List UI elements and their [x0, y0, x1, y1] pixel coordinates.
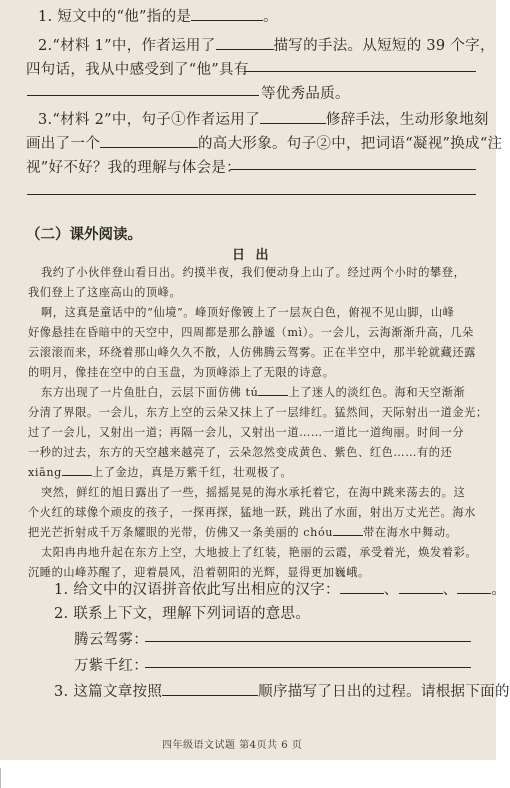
question-2-line-2: [26, 58, 249, 79]
answer-line[interactable]: [145, 641, 471, 642]
passage-line: 沉睡的山峰苏醒了，迎着晨风，沿着朝阳的光辉，显得更加巍峨。: [28, 566, 370, 579]
pinyin-blank[interactable]: [333, 524, 363, 536]
question-3-text-line3: 视”好不好？我的理解与体会是：: [26, 160, 241, 176]
question-3-text-cont: 修辞手法，生动形象地刻: [325, 112, 489, 128]
question-b1-text: 1. 给文中的汉语拼音依此写出相应的汉字：: [54, 582, 340, 598]
answer-blank[interactable]: [260, 109, 326, 124]
pinyin-blank[interactable]: [62, 464, 92, 476]
question-b2: 2. 联系上下文，理解下列词语的意思。: [54, 606, 311, 622]
passage-line: 云滚滚而来，环绕着那山峰久久不散，人仿佛腾云驾雾。正在半空中，那半轮就藏还露: [28, 346, 476, 359]
passage-line: 啊，这真是童话中的“仙境”。峰顶好像镀上了一层灰白色，俯视不见山脚，山峰: [41, 306, 455, 319]
question-3-line-3: [26, 156, 241, 177]
question-2: [38, 34, 495, 55]
answer-blank[interactable]: [191, 6, 263, 21]
section-heading: （二）课外阅读。: [26, 226, 142, 243]
passage-line: 突然，鲜红的旭日露出了一些，摇摇晃晃的海水承托着它，在海中跳来荡去的。这: [41, 486, 466, 499]
separator: 、: [442, 582, 458, 598]
question-b3-text: 3. 这篇文章按照: [54, 684, 163, 700]
passage-title: 日 出: [232, 248, 272, 263]
term-1-label: 腾云驾雾：: [74, 632, 148, 648]
passage-line: [28, 524, 457, 540]
passage-line: 我约了小伙伴登山看日出。约摸半夜，我们便动身上山了。经过两个小时的攀登，: [41, 266, 466, 279]
answer-blank[interactable]: [340, 579, 384, 594]
question-2-line-3: [261, 82, 350, 103]
question-3-text-line2: 画出了一个: [26, 136, 100, 152]
passage-line: 好像悬挂在昏暗中的天空中，四周都是那么静谧（mì）。一会儿，云海渐渐升高，几朵: [28, 326, 474, 339]
passage-line: 分清了界限。一会儿，东方上空的云朵又抹上了一层绯红。猛然间，天际射出一道金光；: [28, 406, 488, 419]
question-2-text-line2: 四句话，我从中感受到了“他”具有: [26, 62, 249, 78]
passage-line: 我们登上了这座高山的顶峰。: [28, 286, 182, 299]
question-b1-end: 。: [491, 582, 507, 598]
question-b1: [54, 578, 506, 599]
question-3: [38, 108, 489, 129]
passage-line: 太阳冉冉地升起在东方上空，大地披上了红装，艳丽的云霞，承受着光，焕发着彩。: [41, 546, 478, 559]
question-1-end: 。: [263, 9, 278, 25]
passage-line: 过了一会儿，又射出一道；再隔一会儿，又射出一道……一道比一道绚丽。时间一分: [28, 426, 465, 439]
answer-blank[interactable]: [100, 133, 198, 148]
term-2-label: 万紫千红：: [74, 658, 148, 674]
passage-line: 个火红的球像个顽皮的孩子，一探再探，猛地一跃，跳出了水面，射出万丈光芒。海水: [28, 506, 476, 519]
passage-line: 的明月，像挂在空中的白玉盘，为顶峰添上了无限的诗意。: [28, 366, 335, 379]
question-1: [38, 5, 278, 26]
pinyin-text: xiāng: [28, 466, 62, 479]
page-footer: 四年级语文试题 第4页共 6 页: [162, 740, 303, 751]
answer-blank[interactable]: [457, 579, 491, 594]
passage-text: 上了金边，真是万紫千红，壮观极了。: [91, 466, 293, 479]
passage-line: 一秒的过去，东方的天空越来越亮了，云朵忽然变成黄色、紫色、红色……有的还: [28, 446, 453, 459]
passage-line: [41, 384, 465, 400]
passage-text: 把光芒折射成千万条耀眼的光带，仿佛又一条美丽的 chóu: [28, 526, 334, 539]
passage-text: 东方出现了一片鱼肚白，云层下面仿佛 tú: [41, 386, 259, 399]
answer-blank[interactable]: [162, 681, 258, 696]
question-1-text: 1. 短文中的“他”指的是: [38, 9, 192, 25]
passage-line: [28, 464, 292, 480]
answer-line[interactable]: [230, 169, 476, 170]
answer-line[interactable]: [27, 95, 259, 96]
passage-text: 带在海水中舞动。: [363, 526, 458, 539]
answer-line[interactable]: [244, 71, 476, 72]
pinyin-blank[interactable]: [258, 384, 288, 396]
page-edge-marker: [0, 768, 9, 788]
answer-blank[interactable]: [399, 579, 443, 594]
question-2-text-cont: 描写的手法。从短短的 39 个字，: [273, 38, 495, 54]
answer-line[interactable]: [145, 667, 471, 668]
question-b3-text-cont: 顺序描写了日出的过程。请根据下面的: [258, 684, 510, 700]
question-b3: [54, 680, 510, 701]
question-3-line-2: [26, 132, 502, 153]
answer-line[interactable]: [27, 194, 476, 195]
separator: 、: [383, 582, 399, 598]
question-3-text-line2-cont: 的高大形象。句子②中，把词语“凝视”换成“注: [198, 136, 503, 152]
answer-blank[interactable]: [216, 35, 274, 50]
question-2-text: 2.“材料 1”中，作者运用了: [38, 38, 216, 54]
passage-text: 上了迷人的淡红色。海和天空渐渐: [288, 386, 466, 399]
question-2-end: 等优秀品质。: [261, 86, 350, 102]
question-3-text: 3.“材料 2”中，句子①作者运用了: [38, 112, 260, 128]
